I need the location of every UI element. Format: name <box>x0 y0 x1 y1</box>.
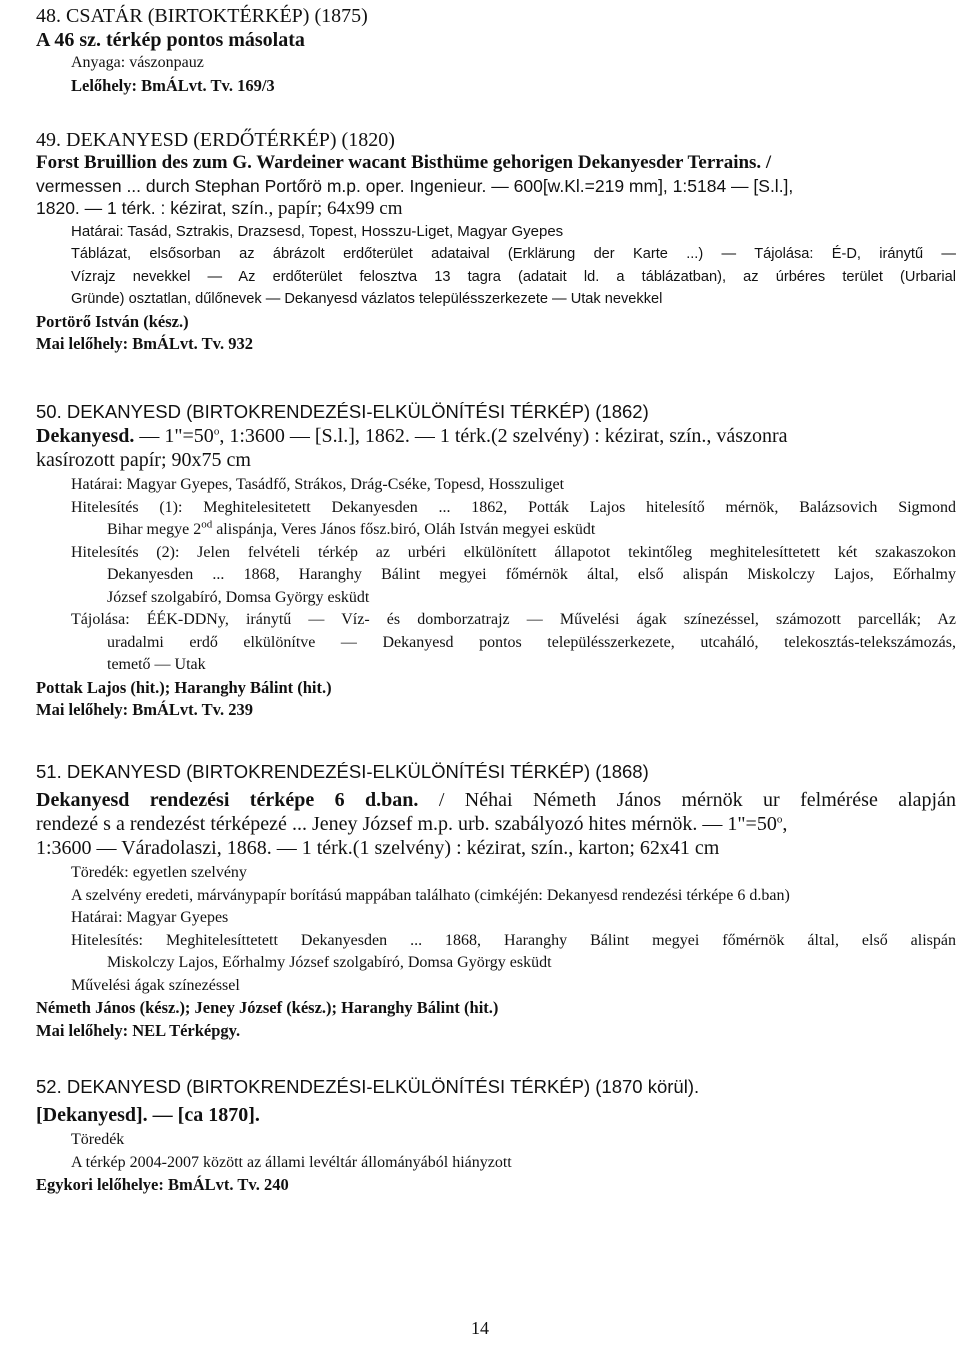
entry-49-notes-line1: Táblázat, elsősorban az ábrázolt erdőterület adataival (Erklärung der Karte ...) ― Tájolása: É-D, iránytű ― <box>71 246 956 262</box>
entry-50 <box>36 400 956 722</box>
entry-49-borders: Határai: Tasád, Sztrakis, Drazsesd, Topest, Hosszu-Liget, Magyar Gyepes <box>71 222 564 240</box>
entry-49-title-line3-a: 1820. ― 1 térk. : kézirat, szín. <box>36 198 269 218</box>
entry-50-auth2 <box>36 542 956 610</box>
entry-51-folder: A szelvény eredeti, márványpapír borítású mappában találhato (cimkéjén: Dekanyesd rendezési térképe 6 d.ban) <box>71 886 790 904</box>
entry-51-title-sup: o <box>776 813 783 826</box>
entry-48-location: Lelőhely: BmÁLvt. Tv. 169/3 <box>71 75 275 95</box>
entry-50-auth1-line1: Hitelesítés (1): Meghitelesitetett Dekanyesden ... 1862, Pották Lajos hitelesítő mérnök, Balázsovich Sigmond <box>71 498 956 516</box>
entry-50-title-rest-b: , 1:3600 ― [S.l.], 1862. ― 1 térk.(2 szelvény) : kézirat, szín., vászonra <box>219 425 788 447</box>
entry-50-auth1-sup: od <box>201 518 213 531</box>
entry-52 <box>36 1075 956 1197</box>
entry-50-title-line2: kasírozott papír; 90x75 cm <box>36 449 251 471</box>
entry-51-auth-line2: Miskolczy Lajos, Eőrhalmy József szolgabíró, Domsa György esküdt <box>107 954 552 971</box>
entry-51-location: Mai lelőhely: NEL Térképgy. <box>36 1020 241 1040</box>
entry-50-auth2-line1: Hitelesítés (2): Jelen felvételi térkép az urbéri elkülönített állapotot tekintőleg meghitelesíttetett két szakaszokon <box>71 543 956 561</box>
entry-51-title-line2-a: rendezé s a rendezést térképezé ... Jeney József m.p. urb. szabályozó hites mérnök. ― 1"=50 <box>36 813 777 835</box>
entry-49-title-line2: vermessen ... durch Stephan Portőrö m.p. oper. Ingenieur. ― 600[w.Kl.=219 mm], 1:5184 ― [S.l.], <box>36 175 794 196</box>
entry-50-auth1-line2-b: alispánja, Veres János fősz.biró, Oláh István megyei esküdt <box>212 521 596 538</box>
entry-51-title-line3: 1:3600 ― Váradolaszi, 1868. ― 1 térk.(1 szelvény) : kézirat, szín., karton; 62x41 cm <box>36 837 720 859</box>
entry-50-orientation-line2: uradalmi erdő elkülönítve ― Dekanyesd pontos településszerkezete, utcaháló, telekosztás-telekszámozás, <box>107 633 956 651</box>
entry-49-notes-line3: Gründe) osztatlan, dűlőnevek ― Dekanyesd vázlatos településszerkezete ― Utak nevekkel <box>71 291 663 307</box>
entry-50-auth1-line2-a: Bihar megye 2 <box>107 521 202 538</box>
entry-51-auth <box>36 930 956 975</box>
entry-51-title-rest: / Néhai Németh János mérnök ur felmérése alapján <box>418 789 956 811</box>
entry-50-title-line1 <box>36 424 956 448</box>
entry-49-notes <box>36 243 956 311</box>
entry-48-title: A 46 sz. térkép pontos másolata <box>36 29 305 51</box>
entry-51-heading: 51. DEKANYESD (BIRTOKRENDEZÉSI-ELKÜLÖNÍTÉSI TÉRKÉP) (1868) <box>36 761 649 782</box>
entry-50-orientation-line1: Tájolása: ÉÉK-DDNy, iránytű ― Víz- és domborzatrajz ― Művelési ágak színezéssel, számozott parcellák; Az <box>71 611 956 628</box>
entry-52-title <box>36 1103 956 1127</box>
entry-48 <box>36 4 956 97</box>
entry-51-authors: Németh János (kész.); Jeney József (kész.); Haranghy Bálint (hit.) <box>36 998 499 1017</box>
entry-50-title-rest-a: ― 1"=50 <box>134 425 214 447</box>
entry-52-heading: 52. DEKANYESD (BIRTOKRENDEZÉSI-ELKÜLÖNÍTÉSI TÉRKÉP) (1870 körül). <box>36 1076 700 1097</box>
entry-51-title-line2-b: , <box>782 813 788 835</box>
entry-50-title-sup: o <box>213 425 220 438</box>
entry-51-auth-line1: Hitelesítés: Meghitelesíttetett Dekanyesden ... 1868, Haranghy Bálint megyei főmérnök által, első alispán <box>71 931 956 949</box>
entry-50-title-short: Dekanyesd. <box>36 425 135 447</box>
entry-48-material: Anyaga: vászonpauz <box>71 54 204 71</box>
entry-49-title-line1: Forst Bruillion des zum G. Wardeiner wacant Bisthüme gehorigen Dekanyesder Terrains. / <box>36 152 772 173</box>
entry-51-borders: Határai: Magyar Gyepes <box>71 909 229 926</box>
entry-51-fragment: Töredék: egyetlen szelvény <box>71 864 247 881</box>
entry-49-notes-line2: Vízrajz nevekkel ― Az erdőterület felosztva 13 tagra (adatait ld. a táblázatban), az úrbéres terület (Urbarial <box>71 268 956 285</box>
entry-50-location: Mai lelőhely: BmÁLvt. Tv. 239 <box>36 700 253 719</box>
entry-52-location: Egykori lelőhelye: BmÁLvt. Tv. 240 <box>36 1175 289 1194</box>
entry-51-title-line1-wrap <box>36 788 956 812</box>
entry-50-authors: Pottak Lajos (hit.); Haranghy Bálint (hit.) <box>36 677 332 697</box>
entry-48-heading: 48. CSATÁR (BIRTOKTÉRKÉP) (1875) <box>36 5 368 27</box>
entry-52-missing: A térkép 2004-2007 között az állami levéltár állományából hiányzott <box>71 1153 512 1171</box>
entry-50-orientation-line3: temető ― Utak <box>107 656 206 673</box>
entry-50-borders: Határai: Magyar Gyepes, Tasádfő, Strákos, Drág-Cséke, Topesd, Hosszuliget <box>71 476 565 493</box>
entry-49-title-line3 <box>36 197 956 221</box>
entry-49-author: Portörő István (kész.) <box>36 311 189 331</box>
entry-50-auth2-line3: József szolgabíró, Domsa György esküdt <box>107 588 370 606</box>
entry-51-title-line2 <box>36 812 956 836</box>
entry-52-fragment: Töredék <box>71 1131 125 1148</box>
entry-50-orientation <box>36 609 956 677</box>
page-number: 14 <box>471 1318 489 1338</box>
entry-52-title-text: [Dekanyesd]. ― [ca 1870]. <box>36 1104 260 1126</box>
entry-49-heading: 49. DEKANYESD (ERDŐTÉRKÉP) (1820) <box>36 129 395 151</box>
entry-49-location: Mai lelőhely: BmÁLvt. Tv. 932 <box>36 334 253 353</box>
entry-49-title-line3-b: , papír; 64x99 cm <box>268 198 403 219</box>
entry-51-title-line1 <box>36 788 956 812</box>
entry-50-auth2-line2: Dekanyesden ... 1868, Haranghy Bálint megyei főmérnök által, első alispán Miskolczy Lajos, Eőrhalmy <box>107 566 956 583</box>
entry-51 <box>36 760 956 1042</box>
entry-50-heading: 50. DEKANYESD (BIRTOKRENDEZÉSI-ELKÜLÖNÍTÉSI TÉRKÉP) (1862) <box>36 401 649 422</box>
entry-50-auth1 <box>36 497 956 542</box>
entry-50-auth1-line2 <box>71 519 956 542</box>
entry-49 <box>36 128 956 356</box>
entry-51-cultivation: Művelési ágak színezéssel <box>71 976 240 994</box>
entry-51-title-short: Dekanyesd rendezési térképe 6 d.ban. <box>36 789 419 811</box>
